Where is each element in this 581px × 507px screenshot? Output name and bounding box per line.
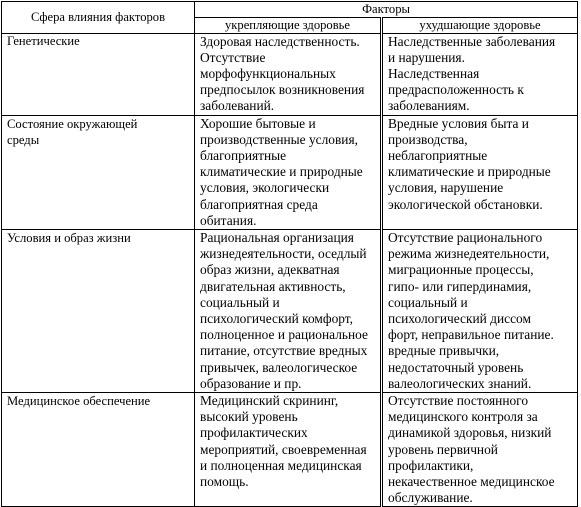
table-row (2, 115, 578, 229)
worsening-text: Вредные условия быта и производства, неблагоприятные климатические и природные условия, нарушение экологической обстановки. (388, 115, 551, 212)
header-worsening: ухудшающие здоровье (382, 17, 578, 33)
strengthening-text: Рациональная организация жизнедеятельности, оседлый образ жизни, адекватная двигательная активность, социальный и психологический комфорт, полноценное и рациональное питание, отсутствие вредных привычек, валеологическое образование и пр. (200, 229, 368, 391)
area-cell (2, 115, 195, 229)
area-cell (2, 33, 195, 115)
strengthening-text: Здоровая наследственность. Отсутствие морфофункциональных предпосылок возникновения заболеваний. (200, 33, 365, 114)
worsening-cell (382, 115, 578, 229)
area-text: Медицинское обеспечение (7, 393, 151, 408)
area-cell (2, 229, 195, 392)
strengthening-cell (195, 392, 382, 506)
area-text: Условия и образ жизни (7, 230, 131, 245)
worsening-cell (382, 33, 578, 115)
area-text: Состояние окружающей среды (7, 116, 138, 147)
header-row-top (2, 2, 578, 18)
area-text: Генетические (7, 33, 80, 48)
header-factors: Факторы (195, 2, 578, 18)
area-cell (2, 392, 195, 506)
worsening-text: Наследственные заболевания и нарушения. Наследственная предрасположенность к заболеваниям. (388, 33, 556, 114)
table-row (2, 229, 578, 392)
table-row (2, 392, 578, 506)
table-row (2, 33, 578, 115)
strengthening-text: Хорошие бытовые и производственные условия, благоприятные климатические и природные условия, экологически благоприятная среда обитания. (200, 115, 363, 228)
strengthening-text: Медицинский скрининг, высокий уровень профилактических мероприятий, своевременная и полноценная медицинская помощь. (200, 392, 367, 489)
strengthening-cell (195, 115, 382, 229)
worsening-text: Отсутствие рационального режима жизнедеятельности, миграционные процессы, гипо- или гипердинамия, социальный и психологический дисcом форт, неправильное питание. вредные привычки, недостаточный уровень валеологических знаний. (388, 229, 554, 391)
strengthening-cell (195, 229, 382, 392)
header-strengthening: укрепляющие здоровье (195, 17, 382, 33)
strengthening-cell (195, 33, 382, 115)
header-sphere: Сфера влияния факторов (2, 2, 195, 34)
worsening-text: Отсутствие постоянного медицинского контроля за динамикой здоровья, низкий уровень первичной профилактики, некачественное медицинское обслуживание. (388, 392, 555, 506)
health-factors-table (1, 1, 578, 507)
worsening-cell (382, 392, 578, 506)
worsening-cell (382, 229, 578, 392)
